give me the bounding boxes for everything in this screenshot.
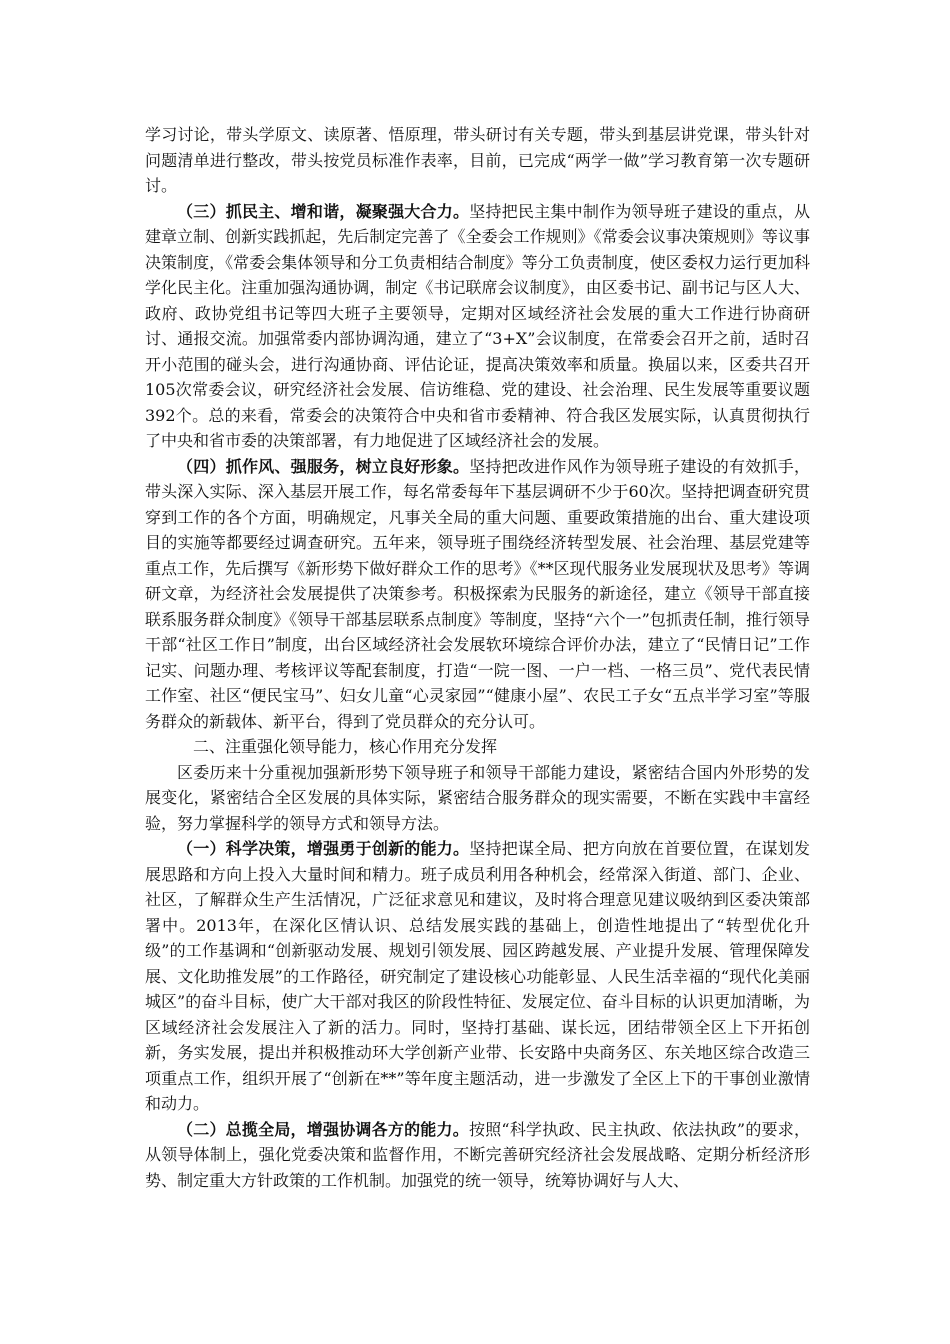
paragraph-democracy [145, 199, 810, 454]
body-work-style: 坚持把改进作风作为领导班子建设的有效抓手，带头深入实际、深入基层开展工作，每名常委每年下基层调研不少于60次。坚持把调查研究贯穿到工作的各个方面，明确规定，凡事关全局的重大问题、重要政策措施的出台、重大建设项目的实施等都要经过调查研究。五年来，领导班子围绕经济转型发展、社会治理、基层党建等重点工作，先后撰写《新形势下做好群众工作的思考》《**区现代服务业发展现状及思考》等调研文章，为经济社会发展提供了决策参考。积极探索为民服务的新途径，建立《领导干部直接联系服务群众制度》《领导干部基层联系点制度》等制度，坚持“六个一”包抓责任制，推行领导干部“社区工作日”制度，出台区域经济社会发展软环境综合评价办法，建立了“民情日记”工作记实、问题办理、考核评议等配套制度，打造“一院一图、一户一档、一格三员”、党代表民情工作室、社区“便民宝马”、妇女儿童“心灵家园”“健康小屋”、农民工子女“五点半学习室”等服务群众的新载体、新平台，得到了党员群众的充分认可。 [145, 456, 810, 731]
body-democracy: 坚持把民主集中制作为领导班子建设的重点，从建章立制、创新实践抓起，先后制定完善了《全委会工作规则》《常委会议事决策规则》等议事决策制度，《常委会集体领导和分工负责相结合制度》等分工负责制度，使区委权力运行更加科学化民主化。注重加强沟通协调，制定《书记联席会议制度》，由区委书记、副书记与区人大、政府、政协党组书记等四大班子主要领导，定期对区域经济社会发展的重大工作进行协商研讨、通报交流。加强常委内部协调沟通，建立了“3+X”会议制度，在常委会召开之前，适时召开小范围的碰头会，进行沟通协商、评估论证，提高决策效率和质量。换届以来，区委共召开105次常委会议，研究经济社会发展、信访维稳、党的建设、社会治理、民生发展等重要议题392个。总的来看，常委会的决策符合中央和省市委精神、符合我区发展实际，认真贯彻执行了中央和省市委的决策部署，有力地促进了区域经济社会的发展。 [145, 201, 810, 450]
heading-democracy: （三）抓民主、增和谐，凝聚强大合力。 [177, 201, 470, 221]
paragraph-overall-coordination [145, 1117, 810, 1194]
paragraph-study-discussion: 学习讨论，带头学原文、读原著、悟原理，带头研讨有关专题，带头到基层讲党课，带头针对问题清单进行整改，带头按党员标准作表率，目前，已完成“两学一做”学习教育第一次专题研讨。 [145, 125, 810, 195]
heading-work-style: （四）抓作风、强服务，树立良好形象。 [177, 456, 470, 476]
document-page [145, 122, 810, 1193]
paragraph-leadership-intro: 区委历来十分重视加强新形势下领导班子和领导干部能力建设，紧密结合国内外形势的发展变化，紧密结合全区发展的具体实际，紧密结合服务群众的现实需要，不断在实践中丰富经验，努力掌握科学的领导方式和领导方法。 [145, 762, 810, 833]
paragraph-scientific-decision [145, 836, 810, 1117]
heading-scientific-decision: （一）科学决策，增强勇于创新的能力。 [177, 839, 470, 858]
body-overall-coordination: 按照“科学执政、民主执政、依法执政”的要求，从领导体制上，强化党委决策和监督作用，不断完善研究经济社会发展战略、定期分析经济形势、制定重大方针政策的工作机制。加强党的统一领导，统筹协调好与人大、 [145, 1119, 810, 1190]
section-title-leadership: 二、注重强化领导能力，核心作用充分发挥 [193, 737, 498, 756]
heading-overall-coordination: （二）总揽全局，增强协调各方的能力。 [177, 1119, 469, 1139]
paragraph-work-style [145, 454, 810, 735]
body-scientific-decision: 坚持把谋全局、把方向放在首要位置，在谋划发展思路和方向上投入大量时间和精力。班子成员利用各种机会，经常深入街道、部门、企业、社区，了解群众生产生活情况，广泛征求意见和建议，及时将合理意见建议吸纳到区委决策部署中。2013年，在深化区情认识、总结发展实践的基础上，创造性地提出了“转型优化升级”的工作基调和“创新驱动发展、规划引领发展、园区跨越发展、产业提升发展、管理保障发展、文化助推发展”的工作路径，研究制定了建设核心功能彰显、人民生活幸福的“现代化美丽城区”的奋斗目标，使广大干部对我区的阶段性特征、发展定位、奋斗目标的认识更加清晰，为区域经济社会发展注入了新的活力。同时，坚持打基础、谋长远，团结带领全区上下开拓创新，务实发展，提出并积极推动环大学创新产业带、长安路中央商务区、东关地区综合改造三项重点工作，组织开展了“创新在**”等年度主题活动，进一步激发了全区上下的干事创业激情和动力。 [145, 839, 810, 1113]
